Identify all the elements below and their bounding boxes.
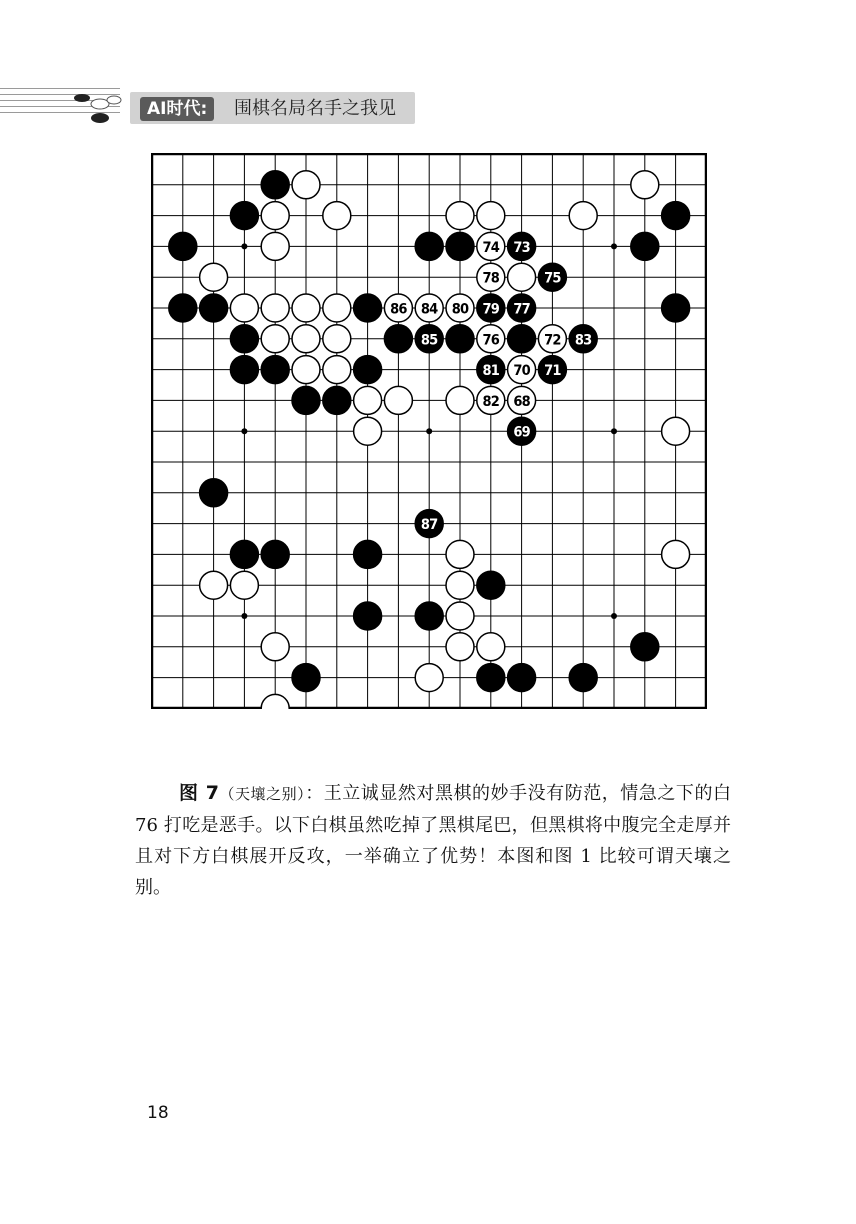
move-number: 82 xyxy=(482,393,500,410)
move-number: 84 xyxy=(420,301,438,318)
black-stone xyxy=(508,325,536,353)
move-number: 80 xyxy=(451,301,469,318)
move-number: 69 xyxy=(513,424,530,441)
black-stone xyxy=(354,294,382,322)
white-stone xyxy=(415,664,443,692)
black-stone xyxy=(354,602,382,630)
black-stone xyxy=(169,232,197,260)
white-stone xyxy=(292,356,320,384)
white-stone xyxy=(446,571,474,599)
black-stone xyxy=(662,202,690,230)
white-stone xyxy=(662,417,690,445)
white-stone xyxy=(662,540,690,568)
book-series-badge: AI时代: xyxy=(140,97,214,121)
white-stone xyxy=(292,171,320,199)
white-stone xyxy=(477,633,505,661)
black-stone xyxy=(292,386,320,414)
caption-text: ：王立诚显然对黑棋的妙手没有防范，情急之下的白 76 打吃是恶手。以下白棋虽然吃掉了黑棋尾巴，但黑棋将中腹完全走厚并且对下方白棋展开反攻，一举确立了优势！本图和图 1 比较可谓天壤之别。 xyxy=(135,783,731,898)
move-number: 81 xyxy=(482,363,500,380)
white-stone xyxy=(323,202,351,230)
black-stone xyxy=(384,325,412,353)
go-board-diagram xyxy=(151,153,707,709)
white-stone xyxy=(508,263,536,291)
star-point xyxy=(241,428,247,434)
white-stone xyxy=(230,571,258,599)
move-number: 72 xyxy=(544,332,561,349)
black-stone xyxy=(292,664,320,692)
white-stone xyxy=(354,386,382,414)
black-stone xyxy=(569,664,597,692)
white-stone xyxy=(446,386,474,414)
figure-caption xyxy=(135,778,731,903)
white-stone xyxy=(477,202,505,230)
white-stone xyxy=(292,325,320,353)
black-stone xyxy=(477,571,505,599)
move-number: 76 xyxy=(482,332,500,349)
black-stone xyxy=(354,540,382,568)
black-stone xyxy=(200,294,228,322)
white-stone xyxy=(230,294,258,322)
move-number: 77 xyxy=(513,301,530,318)
black-stone xyxy=(230,325,258,353)
star-point xyxy=(611,428,617,434)
black-stone xyxy=(230,202,258,230)
black-stone xyxy=(446,325,474,353)
black-stone xyxy=(415,232,443,260)
move-number: 79 xyxy=(482,301,500,318)
black-stone xyxy=(662,294,690,322)
move-number: 86 xyxy=(390,301,407,318)
white-stone xyxy=(261,294,289,322)
figure-subtitle: （天壤之别） xyxy=(218,785,306,803)
white-stone xyxy=(446,602,474,630)
page-number: 18 xyxy=(147,1103,169,1123)
white-stone xyxy=(200,263,228,291)
star-point xyxy=(426,428,432,434)
white-stone xyxy=(261,202,289,230)
move-number: 73 xyxy=(513,239,530,256)
white-stone xyxy=(446,202,474,230)
white-stone xyxy=(292,294,320,322)
white-stone xyxy=(323,356,351,384)
white-stone xyxy=(323,294,351,322)
white-stone xyxy=(261,633,289,661)
running-header xyxy=(0,70,856,130)
white-stone xyxy=(261,325,289,353)
star-point xyxy=(241,613,247,619)
white-stone xyxy=(569,202,597,230)
white-stone xyxy=(200,571,228,599)
star-point xyxy=(241,243,247,249)
black-stone xyxy=(230,540,258,568)
go-board xyxy=(151,153,707,709)
black-stone xyxy=(230,356,258,384)
move-number: 85 xyxy=(420,332,438,349)
move-number: 83 xyxy=(574,332,592,349)
white-stone xyxy=(323,325,351,353)
move-number: 74 xyxy=(482,239,500,256)
black-stone xyxy=(261,540,289,568)
white-stone xyxy=(384,386,412,414)
white-stone xyxy=(354,417,382,445)
black-stone xyxy=(508,664,536,692)
black-stone xyxy=(477,664,505,692)
move-number: 75 xyxy=(544,270,561,287)
black-stone xyxy=(446,232,474,260)
black-stone xyxy=(354,356,382,384)
white-stone xyxy=(631,171,659,199)
star-point xyxy=(611,613,617,619)
black-stone xyxy=(631,232,659,260)
black-stone xyxy=(415,602,443,630)
star-point xyxy=(611,243,617,249)
black-stone xyxy=(631,633,659,661)
black-stone xyxy=(200,479,228,507)
black-stone xyxy=(261,356,289,384)
move-number: 87 xyxy=(420,517,438,534)
move-number: 78 xyxy=(482,270,500,287)
black-stone xyxy=(261,171,289,199)
black-stone xyxy=(323,386,351,414)
white-stone xyxy=(446,540,474,568)
white-stone xyxy=(446,633,474,661)
move-number: 70 xyxy=(513,363,530,380)
move-number: 68 xyxy=(513,393,530,410)
move-number: 71 xyxy=(544,363,561,380)
black-stone xyxy=(169,294,197,322)
book-title: 围棋名局名手之我见 xyxy=(234,98,396,119)
white-stone xyxy=(261,232,289,260)
figure-label: 图 7 xyxy=(179,782,219,804)
